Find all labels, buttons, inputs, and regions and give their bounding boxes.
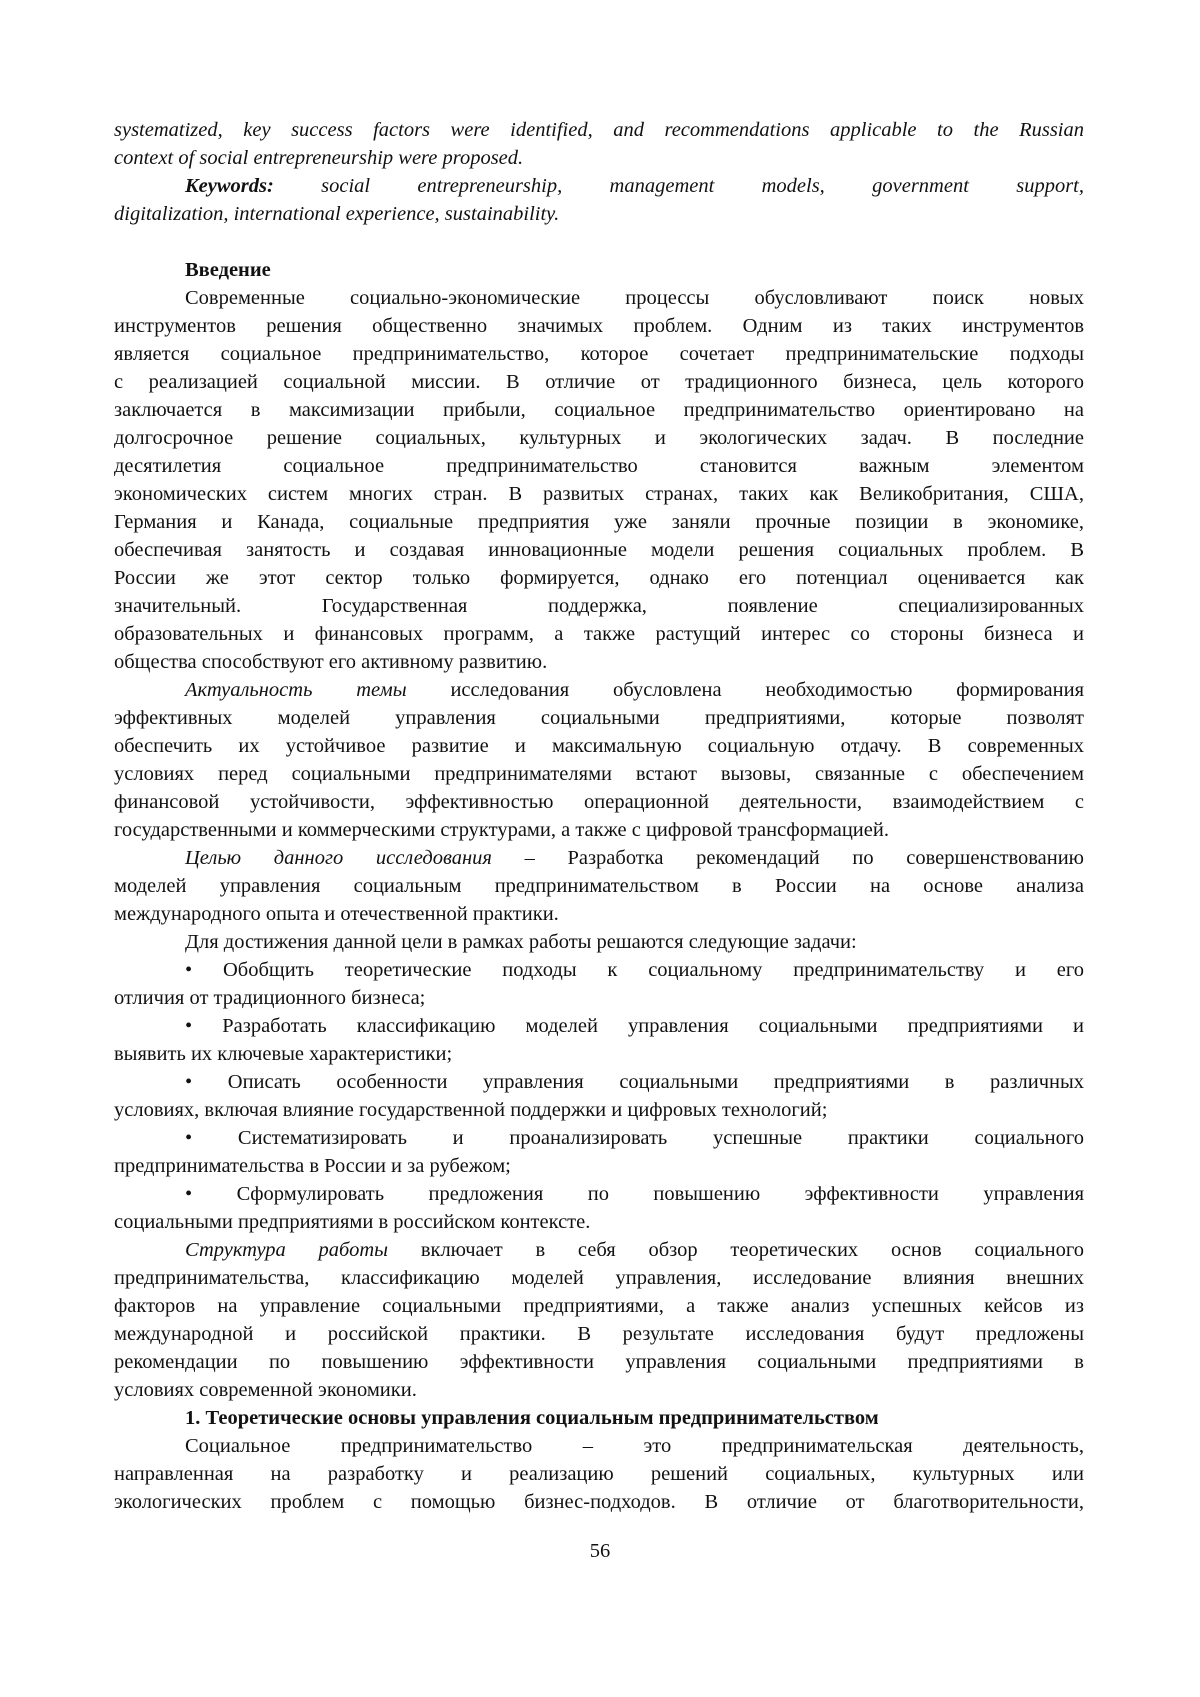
text-line: государственными и коммерческими структурами, а также с цифровой трансформацией. [114,819,889,841]
bullet-item [114,1124,1084,1180]
text-line: выявить их ключевые характеристики; [114,1043,453,1065]
text-line: условиях современной экономики. [114,1379,417,1401]
text-line: Для достижения данной цели в рамках работы решаются следующие задачи: [185,931,857,953]
paragraph [114,1432,1084,1516]
keywords-label: Keywords: [185,175,274,197]
text-line: общества способствуют его активному развитию. [114,651,548,673]
text-line: международного опыта и отечественной практики. [114,903,559,925]
bullet-item [114,1012,1084,1068]
keywords-line [114,172,1084,200]
text-line: Социальное предпринимательство – это предпринимательская деятельность, [185,1435,1084,1457]
page-content [114,116,1084,1516]
text-line [114,1236,1084,1264]
text-line: экологических проблем с помощью бизнес-подходов. В отличие от благотворительности, [114,1491,1084,1513]
line-text: включает в себя обзор теоретических основ социального [388,1239,1084,1261]
bullet-item [114,1180,1084,1236]
text-line: • Систематизировать и проанализировать успешные практики социального [185,1127,1084,1149]
text-line: • Сформулировать предложения по повышению эффективности управления [185,1183,1084,1205]
text-line [114,844,1084,872]
text-line: • Обобщить теоретические подходы к социальному предпринимательству и его [185,959,1084,981]
text-line: России же этот сектор только формируется, однако его потенциал оценивается как [114,567,1084,589]
text-line: экономических систем многих стран. В развитых странах, таких как Великобритания, США, [114,483,1084,505]
line-text: – Разработка рекомендаций по совершенствованию [491,847,1084,869]
keywords-text: social entrepreneurship, management models, government support, [273,175,1084,197]
paragraph [114,1236,1084,1404]
text-line: предпринимательства, классификацию моделей управления, исследование влияния внешних [114,1267,1084,1289]
text-line: Современные социально-экономические процессы обусловливают поиск новых [185,287,1084,309]
text-line: обеспечивая занятость и создавая инновационные модели решения социальных проблем. В [114,539,1084,561]
text-line: условиях перед социальными предпринимателями встают вызовы, связанные с обеспечением [114,763,1084,785]
text-line: отличия от традиционного бизнеса; [114,987,426,1009]
text-line: • Описать особенности управления социальными предприятиями в различных [185,1071,1084,1093]
text-line: финансовой устойчивости, эффективностью операционной деятельности, взаимодействием с [114,791,1084,813]
text-line: обеспечить их устойчивое развитие и максимальную социальную отдачу. В современных [114,735,1084,757]
text-line: эффективных моделей управления социальными предприятиями, которые позволят [114,707,1084,729]
text-line: десятилетия социальное предпринимательство становится важным элементом [114,455,1084,477]
text-line: • Разработать классификацию моделей управления социальными предприятиями и [185,1015,1084,1037]
keywords-line: digitalization, international experience, sustainability. [114,203,560,225]
bullet-item [114,956,1084,1012]
section-heading-intro: Введение [185,259,271,281]
text-line: факторов на управление социальными предприятиями, а также анализ успешных кейсов из [114,1295,1084,1317]
keywords [114,172,1084,228]
paragraph [114,676,1084,844]
text-line: социальными предприятиями в российском контексте. [114,1211,591,1233]
text-line: моделей управления социальным предпринимательством в России на основе анализа [114,875,1084,897]
paragraph [114,844,1084,928]
section-heading-1: 1. Теоретические основы управления социальным предпринимательством [185,1407,879,1429]
intro-body [114,284,1084,1404]
abstract-tail [114,116,1084,172]
abstract-line: systematized, key success factors were identified, and recommendations applicable to the Russian [114,119,1084,141]
paragraph [114,928,1084,956]
page-number: 56 [589,1540,611,1562]
italic-lead: Актуальность темы [185,679,407,701]
bullet-item [114,1068,1084,1124]
text-line: Германия и Канада, социальные предприятия уже заняли прочные позиции в экономике, [114,511,1084,533]
text-line: образовательных и финансовых программ, а также растущий интерес со стороны бизнеса и [114,623,1084,645]
text-line [114,676,1084,704]
text-line: заключается в максимизации прибыли, социальное предпринимательство ориентировано на [114,399,1084,421]
text-line: направленная на разработку и реализацию решений социальных, культурных или [114,1463,1084,1485]
text-line: является социальное предпринимательство, которое сочетает предпринимательские подходы [114,343,1084,365]
text-line: рекомендации по повышению эффективности управления социальными предприятиями в [114,1351,1084,1373]
text-line: международной и российской практики. В результате исследования будут предложены [114,1323,1084,1345]
text-line: значительный. Государственная поддержка, появление специализированных [114,595,1084,617]
italic-lead: Целью данного исследования [185,847,492,869]
italic-lead: Структура работы [185,1239,389,1261]
text-line: предпринимательства в России и за рубежом; [114,1155,511,1177]
text-line: с реализацией социальной миссии. В отличие от традиционного бизнеса, цель которого [114,371,1084,393]
text-line: условиях, включая влияние государственной поддержки и цифровых технологий; [114,1099,828,1121]
section1-body [114,1432,1084,1516]
paragraph [114,284,1084,676]
line-text: исследования обусловлена необходимостью формирования [406,679,1085,701]
text-line: инструментов решения общественно значимых проблем. Одним из таких инструментов [114,315,1084,337]
abstract-line: context of social entrepreneurship were proposed. [114,147,524,169]
text-line: долгосрочное решение социальных, культурных и экологических задач. В последние [114,427,1084,449]
